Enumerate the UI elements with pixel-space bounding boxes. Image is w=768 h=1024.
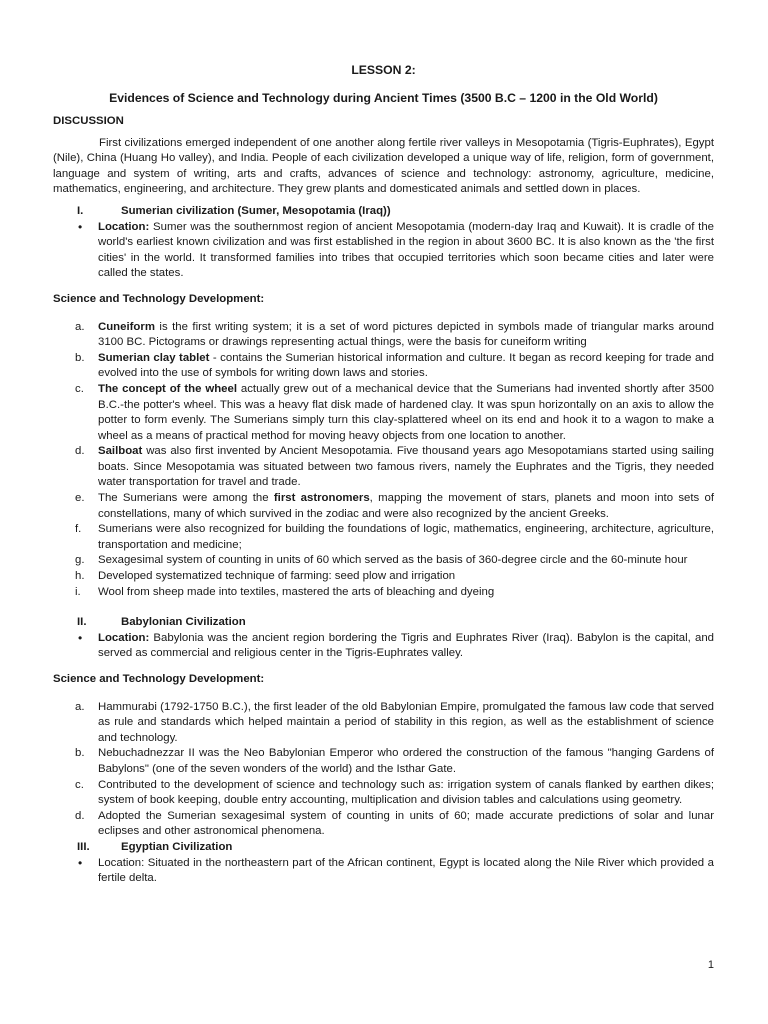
sumerian-numeral: I. — [77, 204, 84, 217]
item-text: Contributed to the development of science and technology such as: irrigation system of canals flanked by earthen dikes; system of book keeping, double entry accounting, multiplication and division tables and calculations using geometry. — [98, 778, 714, 807]
egyptian-heading — [53, 840, 714, 856]
list-item — [53, 746, 714, 777]
item-text: Nebuchadnezzar II was the Neo Babylonian Emperor who ordered the construction of the famous "hanging Gardens of Babylons" (one of the seven wonders of the world) and the Isthar Gate. — [98, 747, 714, 775]
item-text-pre: The Sumerians were among the — [98, 492, 274, 505]
babylonian-heading-text: Babylonian Civilization — [121, 616, 246, 629]
item-keyword: Sailboat — [98, 445, 143, 458]
location-label: Location: — [98, 220, 150, 233]
sumerian-location — [53, 220, 714, 282]
list-marker: e. — [75, 492, 85, 505]
list-item — [53, 809, 714, 840]
item-text: Sexagesimal system of counting in units of 60 which served as the basis of 360-degree circle and the 60-minute hour — [98, 554, 688, 567]
location-text: Location: Situated in the northeastern part of the African continent, Egypt is located along the Nile River which provided a fertile delta. — [98, 856, 714, 885]
list-marker: i. — [75, 585, 81, 598]
location-label: Location: — [98, 631, 150, 644]
list-marker: c. — [75, 382, 84, 395]
list-item — [53, 382, 714, 444]
sumerian-science-heading: Science and Technology Development: — [53, 292, 265, 305]
item-text: actually grew out of a mechanical device that the Sumerians had invented shortly after 3500 B.C.-the potter's wheel. This was a heavy flat disk made of hardened clay. It was spun horizontally on an axis to allow the potter to form evenly. The Sumerians simply turn this clay-splattered wheel on its end and hook it to a wagon to make a wheel as a means of practical method for moving heavy objects from one location to another. — [98, 382, 714, 442]
list-marker: f. — [75, 523, 82, 536]
list-marker: d. — [75, 809, 85, 822]
list-item — [53, 320, 714, 351]
list-marker: g. — [75, 554, 85, 567]
item-keyword: first astronomers — [273, 492, 370, 505]
list-item — [53, 553, 714, 569]
item-text: Hammurabi (1792-1750 B.C.), the first leader of the old Babylonian Empire, promulgated the famous law code that served as rule and standards which helped maintain a period of stability in this region, as well as the establishment of science and technology. — [98, 700, 714, 744]
sumerian-heading — [53, 204, 714, 220]
list-marker: d. — [75, 445, 85, 458]
babylonian-development-list — [53, 700, 714, 840]
sumerian-development-list — [53, 320, 714, 601]
bullet-icon: • — [78, 630, 83, 645]
location-text: Babylonia was the ancient region bordering the Tigris and Euphrates River (Iraq). Babylon is the capital, and served as commercial and religious center in the Tigris-Euphrates valley. — [98, 631, 714, 660]
egyptian-numeral: III. — [77, 840, 90, 853]
list-item — [53, 778, 714, 809]
list-item — [53, 700, 714, 747]
item-keyword: Cuneiform — [98, 320, 155, 333]
item-text: Wool from sheep made into textiles, mastered the arts of bleaching and dyeing — [98, 585, 495, 598]
list-marker: a. — [75, 320, 85, 333]
discussion-label: DISCUSSION — [53, 115, 124, 127]
list-item — [53, 491, 714, 522]
list-marker: c. — [75, 778, 84, 791]
babylonian-location — [53, 631, 714, 662]
list-item — [53, 444, 714, 491]
egyptian-heading-text: Egyptian Civilization — [121, 840, 233, 853]
item-text: Sumerians were also recognized for building the foundations of logic, mathematics, engineering, architecture, agriculture, transportation and medicine; — [98, 523, 714, 551]
list-marker: h. — [75, 570, 85, 583]
bullet-icon: • — [78, 219, 83, 234]
list-marker: a. — [75, 700, 85, 713]
item-text: was also first invented by Ancient Mesopotamia. Five thousand years ago Mesopotamians started using sailing boats. Since Mesopotamia was situated between two famous rivers, namely the Euphrates and the Tigris, they needed water transportation for travel and trade. — [98, 445, 714, 489]
item-text: Adopted the Sumerian sexagesimal system of counting in units of 60; made accurate predictions of solar and lunar eclipses and other astronomical phenomena. — [98, 809, 714, 838]
list-item — [53, 351, 714, 382]
intro-paragraph: First civilizations emerged independent of one another along fertile river valleys in Mesopotamia (Tigris-Euphrates), Egypt (Nile), China (Huang Ho valley), and India. People of each civilization developed a unique way of life, religion, form of government, language and system of writing, arts and crafts, advances of science and technology: astronomy, agriculture, medicine, mathematics, engineering, and architecture. They grew plants and domesticated animals and settled down in places. — [53, 136, 714, 196]
bullet-icon: • — [78, 855, 83, 870]
item-text: is the first writing system; it is a set of word pictures depicted in symbols made of triangular marks around 3100 BC. Pictograms or drawings representing actual things, were the basis for cuneiform writing — [98, 320, 714, 349]
babylonian-numeral: II. — [77, 616, 87, 629]
list-item — [53, 569, 714, 585]
sumerian-heading-text: Sumerian civilization (Sumer, Mesopotamia (Iraq)) — [121, 204, 391, 217]
page-number: 1 — [707, 959, 714, 971]
list-item — [53, 522, 714, 553]
list-marker: b. — [75, 351, 85, 364]
item-text: , mapping the movement of stars, planets and moon into sets of constellations, many of which survived in the zodiac and were also recognized by the ancient Greeks. — [98, 492, 715, 520]
babylonian-heading — [53, 615, 714, 631]
egyptian-location — [53, 856, 714, 887]
item-keyword: The concept of the wheel — [98, 382, 237, 395]
item-text: Developed systematized technique of farming: seed plow and irrigation — [98, 570, 456, 583]
list-marker: b. — [75, 747, 85, 760]
item-keyword: Sumerian clay tablet — [98, 351, 210, 364]
lesson-subtitle: Evidences of Science and Technology during Ancient Times (3500 B.C – 1200 in the Old World) — [109, 91, 658, 105]
list-item — [53, 585, 714, 601]
item-text: - contains the Sumerian historical information and culture. It began as record keeping for trade and evolved into the use of symbols for writing down laws and stories. — [98, 351, 714, 380]
babylonian-science-heading: Science and Technology Development: — [53, 673, 265, 685]
lesson-title: LESSON 2: — [351, 63, 416, 77]
location-text: Sumer was the southernmost region of ancient Mesopotamia (modern-day Iraq and Kuwait). It is cradle of the world's earliest known civilization and was first established in the region in about 3600 BC. It is also known as the 'the first cities' in the world. It transformed families into tribes that occupied territories which soon became cities and later were called the states. — [98, 220, 714, 280]
